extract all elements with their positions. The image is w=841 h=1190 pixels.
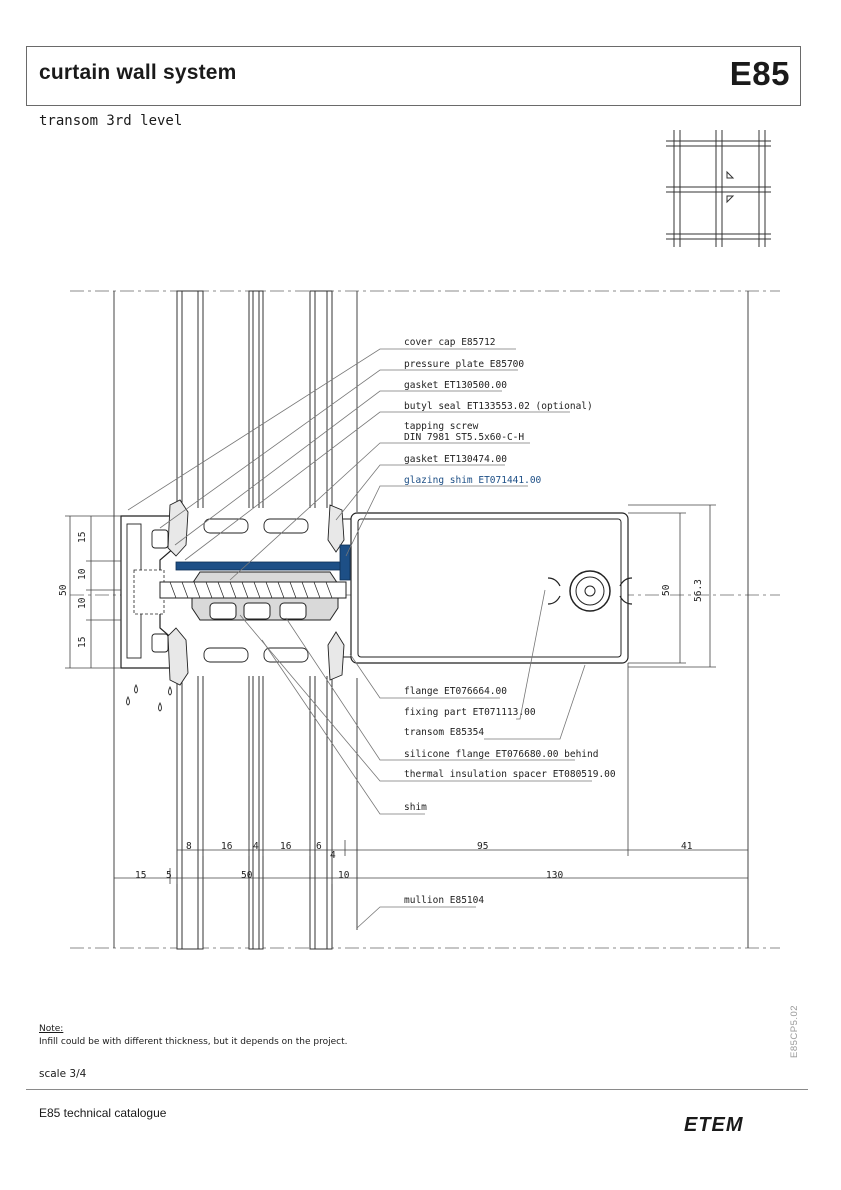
label-transom: transom E85354 bbox=[404, 727, 485, 738]
note-title: Note: bbox=[39, 1024, 64, 1034]
label-thermal-spacer: thermal insulation spacer ET080519.00 bbox=[404, 769, 616, 780]
dim-c-10: 10 bbox=[338, 870, 350, 881]
dim-b-8: 8 bbox=[186, 841, 192, 852]
dim-b-95: 95 bbox=[477, 841, 489, 852]
dim-b-4b: 4 bbox=[330, 850, 336, 861]
page-title: curtain wall system bbox=[39, 61, 237, 84]
dim-left-10b: 10 bbox=[77, 597, 88, 609]
label-mullion: mullion E85104 bbox=[404, 895, 485, 906]
footer-divider bbox=[26, 1089, 808, 1090]
product-code: E85 bbox=[729, 55, 790, 92]
section-subtitle: transom 3rd level bbox=[39, 113, 183, 129]
dim-left-10a: 10 bbox=[77, 568, 88, 580]
dim-b-4a: 4 bbox=[253, 841, 259, 852]
dim-c-5: 5 bbox=[166, 870, 172, 881]
label-flange: flange ET076664.00 bbox=[404, 686, 507, 697]
label-silicone-flange: silicone flange ET076680.00 behind bbox=[404, 749, 599, 760]
label-tapping-screw-spec: DIN 7981 ST5.5x60-C-H bbox=[404, 432, 525, 443]
drawing-code: E85CP5.02 bbox=[789, 1004, 800, 1058]
label-butyl-seal: butyl seal ET133553.02 (optional) bbox=[404, 401, 593, 412]
dim-left-50: 50 bbox=[58, 584, 69, 596]
dim-c-15: 15 bbox=[135, 870, 147, 881]
dim-b-16b: 16 bbox=[280, 841, 292, 852]
label-glazing-shim: glazing shim ET071441.00 bbox=[404, 475, 542, 486]
key-plan-icon bbox=[666, 130, 771, 247]
dim-c-50: 50 bbox=[241, 870, 253, 881]
label-gasket-1: gasket ET130500.00 bbox=[404, 380, 507, 391]
label-fixing-part: fixing part ET071113.00 bbox=[404, 707, 536, 718]
left-dimensions bbox=[65, 516, 121, 668]
tapping-screw-icon bbox=[160, 582, 346, 598]
dim-right-50: 50 bbox=[661, 584, 672, 596]
dim-b-6: 6 bbox=[316, 841, 322, 852]
note-text: Infill could be with different thickness, but it depends on the project. bbox=[39, 1037, 348, 1047]
dim-b-41: 41 bbox=[681, 841, 693, 852]
label-cover-cap: cover cap E85712 bbox=[404, 337, 496, 348]
footer-catalogue: E85 technical catalogue bbox=[39, 1106, 167, 1120]
dim-left-15b: 15 bbox=[77, 636, 88, 648]
label-tapping-screw: tapping screw bbox=[404, 421, 479, 432]
transom-profile bbox=[337, 513, 632, 663]
dim-right-56-3: 56.3 bbox=[693, 579, 704, 602]
etem-logo: ETEM bbox=[684, 1114, 744, 1136]
dim-b-16a: 16 bbox=[221, 841, 233, 852]
label-shim: shim bbox=[404, 802, 427, 813]
dim-left-15a: 15 bbox=[77, 531, 88, 543]
dim-c-130: 130 bbox=[546, 870, 564, 881]
water-drops-icon bbox=[127, 685, 172, 711]
label-pressure-plate: pressure plate E85700 bbox=[404, 359, 525, 370]
label-gasket-2: gasket ET130474.00 bbox=[404, 454, 507, 465]
scale-label: scale 3/4 bbox=[39, 1068, 87, 1080]
